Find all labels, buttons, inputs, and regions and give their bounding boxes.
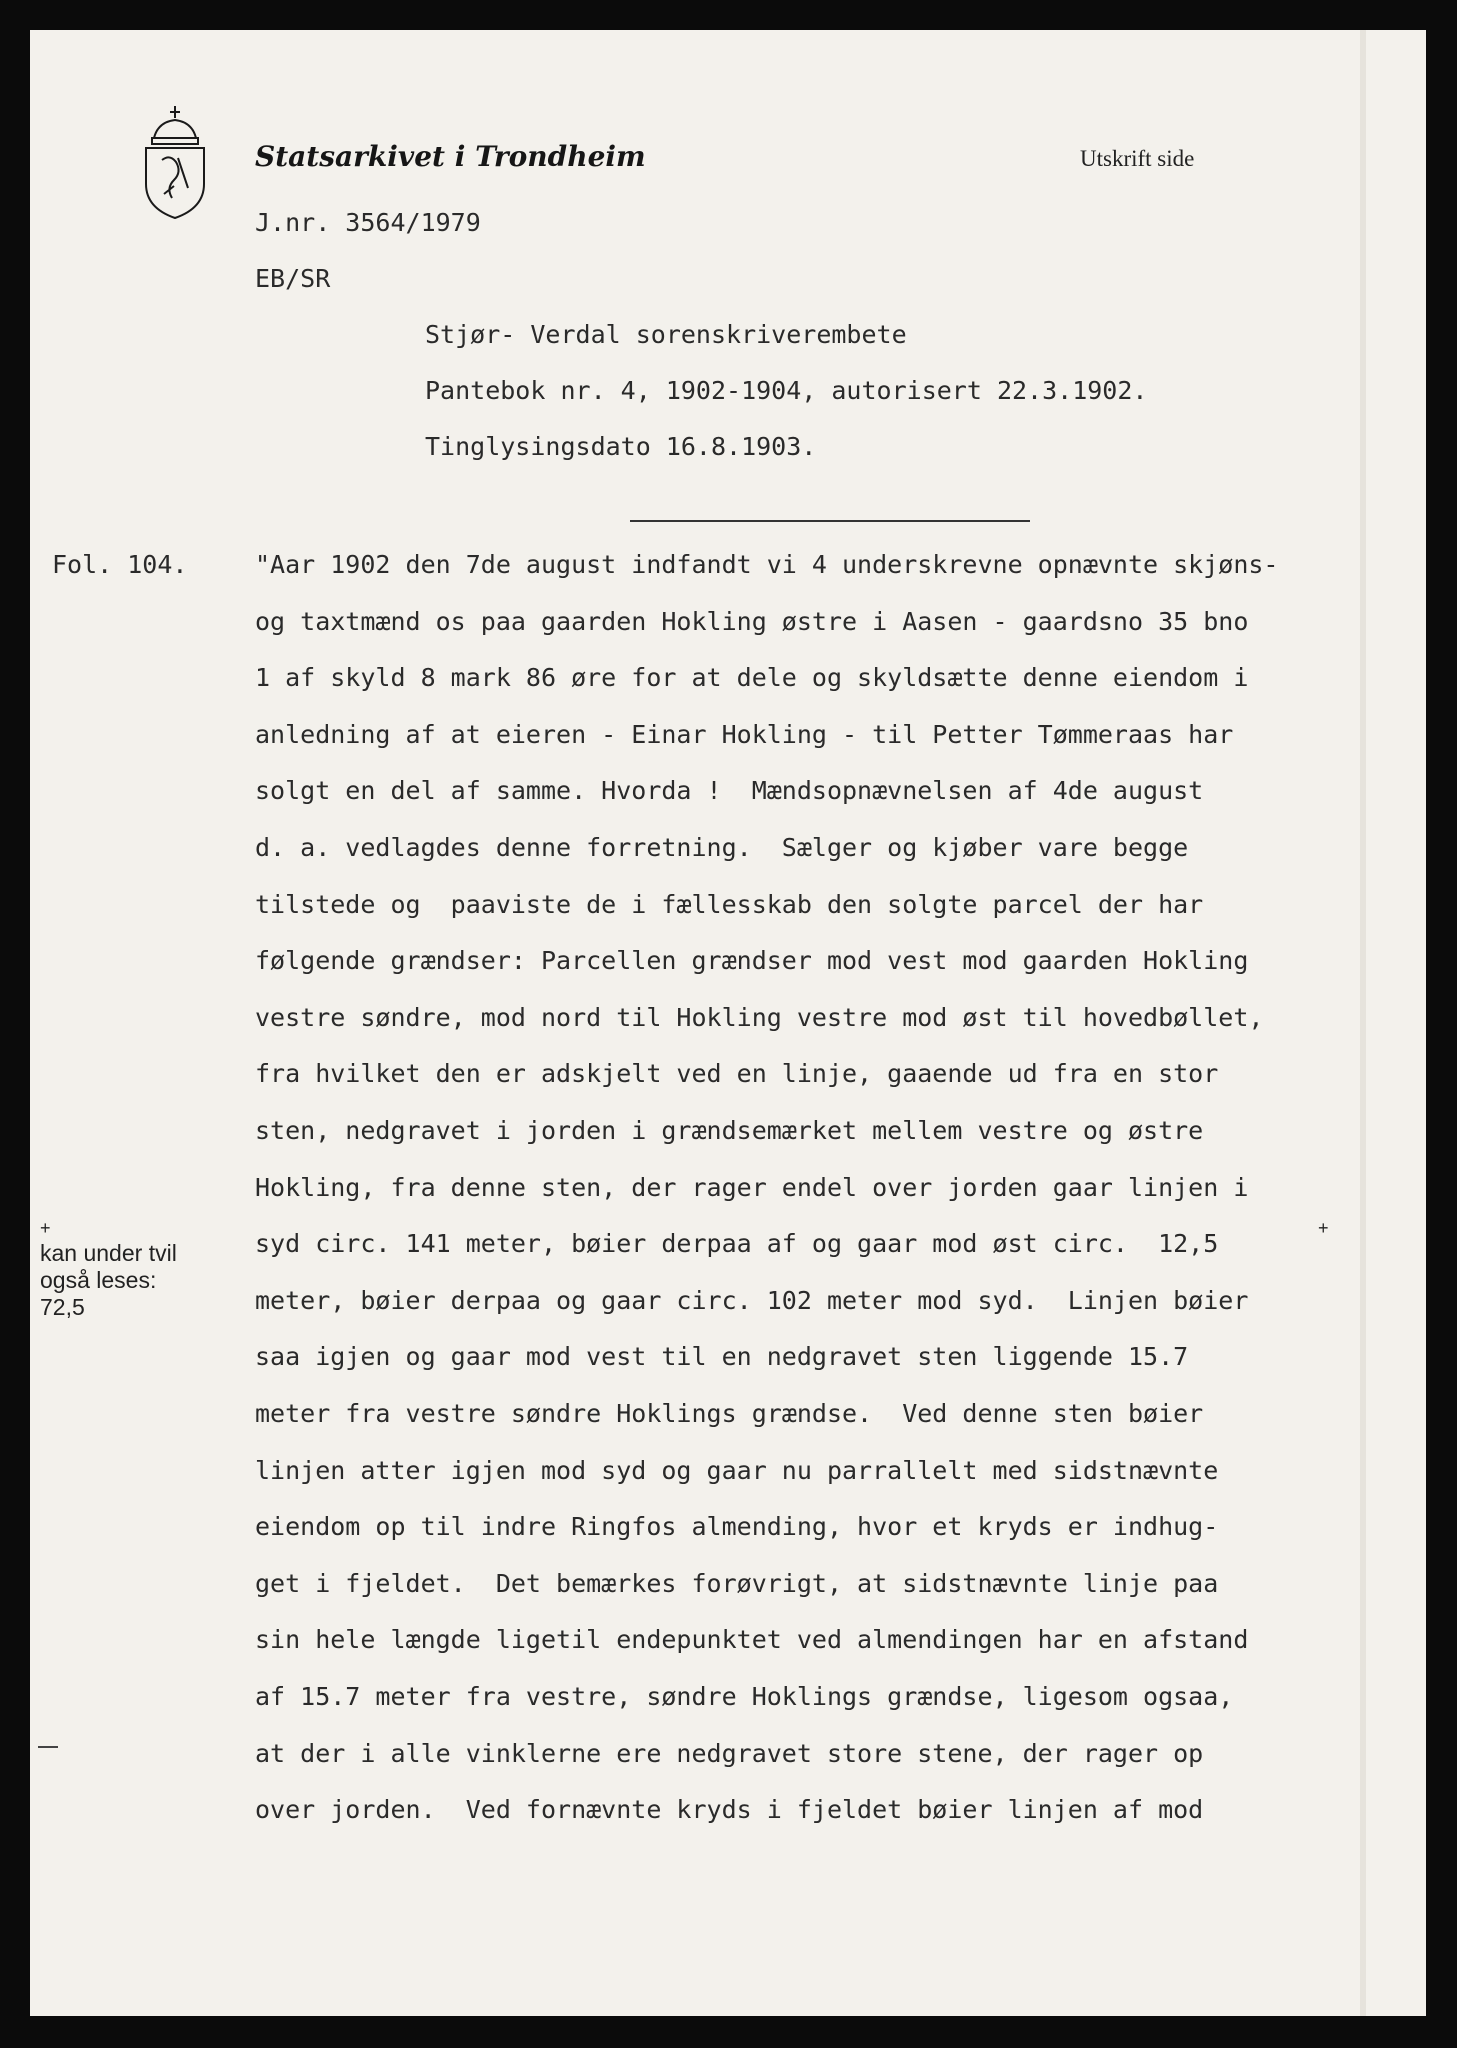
journal-number: J.nr. 3564/1979 <box>255 208 481 237</box>
text-line: af 15.7 meter fra vestre, søndre Hoklings grændse, ligesom ogsaa, <box>255 1682 1234 1711</box>
text-line: syd circ. 141 meter, bøier derpaa af og gaar mod øst circ. 12,5 <box>255 1229 1219 1259</box>
utskrift-label: Utskrift side <box>1080 146 1195 171</box>
text-line: over jorden. Ved fornævnte kryds i fjeldet bøier linjen af mod <box>255 1795 1204 1825</box>
text-line: d. a. vedlagdes denne forretning. Sælger og kjøber vare begge <box>255 833 1189 862</box>
text-line: meter fra vestre søndre Hoklings grændse. Ved denne sten bøier <box>255 1399 1204 1428</box>
page-edge-strip <box>1360 30 1366 2016</box>
divider <box>630 520 1030 522</box>
text-line: at der i alle vinklerne ere nedgravet store stene, der rager op <box>255 1738 1204 1768</box>
text-line: saa igjen og gaar mod vest til en nedgravet sten liggende 15.7 <box>255 1342 1189 1372</box>
text-line: meter, bøier derpaa og gaar circ. 102 meter mod syd. Linjen bøier <box>255 1285 1249 1315</box>
text-line: sten, nedgravet i jorden i grændsemærket mellem vestre og østre <box>255 1116 1204 1145</box>
margin-note: kan under tvil også leses: 72,5 <box>40 1240 177 1320</box>
inline-plus-mark: + <box>1318 1218 1329 1238</box>
pantebok-heading: Pantebok nr. 4, 1902-1904, autorisert 22.3.1902. <box>425 376 1148 405</box>
text-line: fra hvilket den er adskjelt ved en linje, gaaende ud fra en stor <box>255 1059 1219 1089</box>
text-line: 1 af skyld 8 mark 86 øre for at dele og skyldsætte denne eiendom i <box>255 663 1249 693</box>
text-line: Hokling, fra denne sten, der rager endel over jorden gaar linjen i <box>255 1172 1249 1202</box>
text-line: get i fjeldet. Det bemærkes forøvrigt, at sidstnævnte linje paa <box>255 1568 1219 1598</box>
text-line: og taxtmænd os paa gaarden Hokling østre i Aasen - gaardsno 35 bno <box>255 606 1249 636</box>
folio-label: Fol. 104. <box>52 550 188 579</box>
text-line: sin hele længde ligetil endepunktet ved almendingen har en afstand <box>255 1625 1249 1655</box>
text-line: linjen atter igjen mod syd og gaar nu parrallelt med sidstnævnte <box>255 1455 1219 1485</box>
margin-dash <box>38 1746 58 1748</box>
text-line: "Aar 1902 den 7de august indfandt vi 4 underskrevne opnævnte skjøns- <box>255 550 1279 579</box>
text-line: tilstede og paaviste de i fællesskab den solgte parcel der har <box>255 889 1204 919</box>
norwegian-coat-of-arms-icon <box>140 98 210 220</box>
text-line: eiendom op til indre Ringfos almending, hvor et kryds er indhug- <box>255 1512 1219 1542</box>
text-line: følgende grændser: Parcellen grændser mod vest mod gaarden Hokling <box>255 946 1249 976</box>
margin-plus-mark: + <box>40 1218 51 1238</box>
office-heading: Stjør- Verdal sorenskriverembete <box>425 320 907 349</box>
text-line: anledning af at eieren - Einar Hokling - til Petter Tømmeraas har <box>255 719 1234 749</box>
text-line: solgt en del af samme. Hvorda ! Mændsopnævnelsen af 4de august <box>255 776 1204 806</box>
text-line: vestre søndre, mod nord til Hokling vestre mod øst til hovedbøllet, <box>255 1002 1264 1032</box>
archive-name: Statsarkivet i Trondheim <box>255 140 646 173</box>
initials: EB/SR <box>255 264 331 293</box>
tinglysing-heading: Tinglysingsdato 16.8.1903. <box>425 432 817 461</box>
